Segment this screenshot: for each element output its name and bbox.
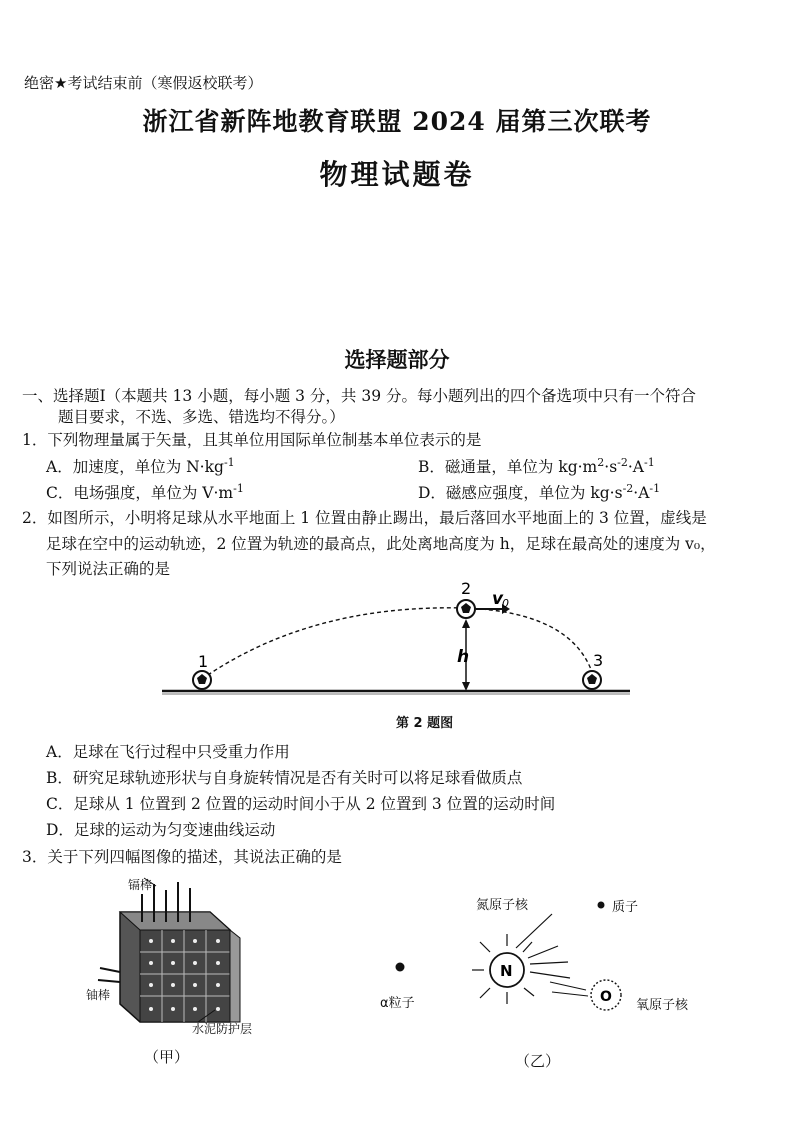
oxygen-trail bbox=[550, 982, 588, 996]
label-v: v bbox=[492, 589, 504, 609]
nitrogen-symbol: N bbox=[500, 962, 513, 980]
alpha-particle bbox=[396, 963, 405, 972]
q1-option-b-exp3: -1 bbox=[644, 455, 655, 469]
label-cadmium-rod: 镉棒 bbox=[128, 878, 153, 892]
q1-option-d bbox=[418, 481, 660, 503]
label-proton: 质子 bbox=[612, 900, 639, 915]
q1-option-c bbox=[46, 481, 244, 503]
q2-option-d: D．足球的运动为匀变速曲线运动 bbox=[46, 821, 276, 839]
q1-option-d-exp1: -2 bbox=[622, 481, 634, 495]
q2-figure bbox=[150, 576, 640, 706]
label-1: 1 bbox=[198, 652, 209, 671]
label-v-sub: 0 bbox=[502, 597, 509, 610]
q1-option-c-exp: -1 bbox=[233, 481, 244, 495]
q1-option-a-text: A．加速度，单位为 N·kg bbox=[46, 458, 224, 476]
exam-subtitle: 物理试题卷 bbox=[319, 158, 475, 191]
uranium-rods bbox=[98, 968, 120, 982]
q1-stem: 1．下列物理量属于矢量，且其单位用国际单位制基本单位表示的是 bbox=[22, 431, 482, 449]
q1-option-d-exp2: -1 bbox=[649, 481, 661, 495]
label-h: h bbox=[457, 647, 470, 667]
label-oxygen: 氧原子核 bbox=[636, 998, 689, 1013]
label-alpha: α粒子 bbox=[380, 996, 415, 1011]
q3-figure-yi bbox=[380, 892, 700, 1042]
q1-option-b-exp1: 2 bbox=[597, 455, 605, 469]
q1-option-d-end: ·A bbox=[633, 484, 650, 502]
label-nitrogen: 氮原子核 bbox=[476, 898, 529, 913]
label-uranium-rod: 铀棒 bbox=[86, 988, 111, 1002]
q1-option-c-text: C．电场强度，单位为 V·m bbox=[46, 484, 234, 502]
section-title: 选择题部分 bbox=[344, 347, 450, 372]
q1-option-b bbox=[418, 455, 655, 477]
q2-option-a: A．足球在飞行过程中只受重力作用 bbox=[46, 743, 290, 761]
height-arrow-bottom bbox=[462, 682, 470, 691]
q1-option-b-end: ·A bbox=[627, 458, 644, 476]
height-arrow-top bbox=[462, 619, 470, 628]
q1-option-b-text: B．磁通量，单位为 kg·m bbox=[418, 458, 598, 476]
proton bbox=[598, 902, 605, 909]
q2-figure-caption: 第 2 题图 bbox=[396, 716, 454, 731]
part1-instructions-line1: 一、选择题Ⅰ（本题共 13 小题，每小题 3 分，共 39 分。每小题列出的四个备选项中只有一个符合 bbox=[22, 387, 696, 405]
q2-stem-line2: 足球在空中的运动轨迹，2 位置为轨迹的最高点，此处离地高度为 h，足球在最高处的速度为 v₀， bbox=[46, 535, 716, 553]
q2-option-b: B．研究足球轨迹形状与自身旋转情况是否有关时可以将足球看做质点 bbox=[46, 769, 523, 787]
label-2: 2 bbox=[461, 579, 472, 598]
concrete-layer bbox=[230, 930, 240, 1022]
q3-stem: 3．关于下列四幅图像的描述，其说法正确的是 bbox=[22, 848, 342, 866]
ball-position-3 bbox=[583, 671, 601, 689]
ball-position-2 bbox=[457, 600, 475, 618]
q1-option-b-mid: ·s bbox=[604, 458, 618, 476]
q1-option-a bbox=[46, 455, 235, 477]
q1-option-d-text: D．磁感应强度，单位为 kg·s bbox=[418, 484, 623, 502]
ball-position-1 bbox=[193, 671, 211, 689]
oxygen-symbol: O bbox=[600, 989, 612, 1005]
q2-stem-line3: 下列说法正确的是 bbox=[46, 560, 171, 578]
q3-figure-jia bbox=[80, 872, 260, 1042]
exam-title: 浙江省新阵地教育联盟 2024 届第三次联考 bbox=[142, 107, 652, 136]
q2-stem-line1: 2．如图所示，小明将足球从水平地面上 1 位置由静止踢出，最后落回水平地面上的 3 位置，虚线是 bbox=[22, 509, 707, 527]
caption-jia: （甲） bbox=[144, 1048, 190, 1066]
label-3: 3 bbox=[593, 651, 604, 670]
caption-yi: （乙） bbox=[515, 1052, 561, 1070]
label-concrete: 水泥防护层 bbox=[192, 1022, 253, 1036]
part1-instructions-line2: 题目要求，不选、多选、错选均不得分。） bbox=[58, 408, 345, 426]
trajectory-curve bbox=[202, 608, 592, 679]
confidential-note: 绝密★考试结束前（寒假返校联考） bbox=[24, 74, 263, 92]
reactor-top bbox=[120, 912, 230, 930]
q1-option-b-exp2: -2 bbox=[617, 455, 628, 469]
q2-option-c: C．足球从 1 位置到 2 位置的运动时间小于从 2 位置到 3 位置的运动时间 bbox=[46, 795, 556, 813]
q1-option-a-exp: -1 bbox=[223, 455, 235, 469]
